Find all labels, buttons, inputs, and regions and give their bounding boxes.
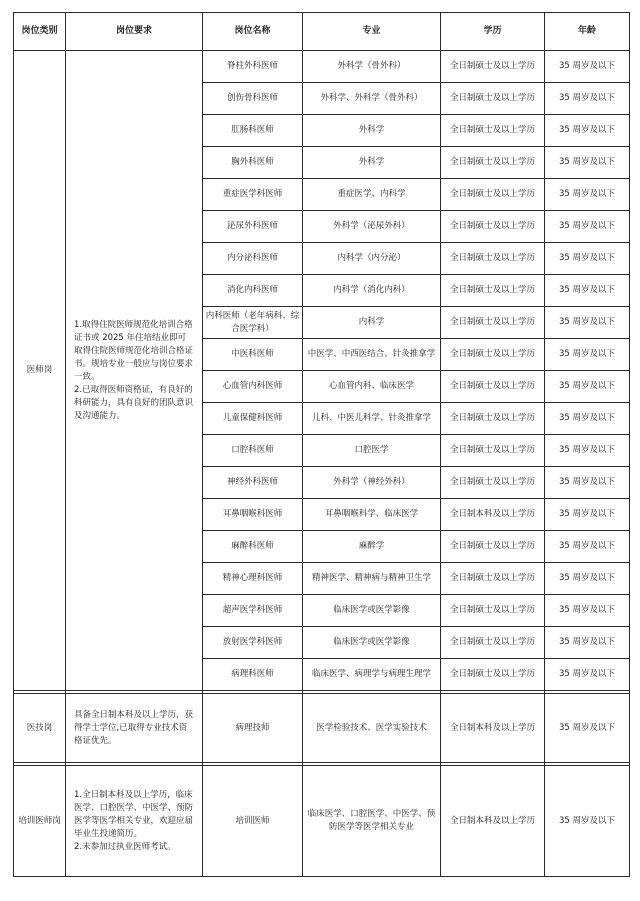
requirement-item: 2.已取得医师资格证，有良好的科研能力，具有良好的团队意识及沟通能力。 (74, 384, 194, 421)
age-cell: 35 周岁及以下 (545, 371, 630, 403)
position-name-cell: 口腔科医师 (203, 435, 303, 467)
position-name-cell: 神经外科医师 (203, 467, 303, 499)
requirement-item: 2.未参加过执业医师考试。 (74, 841, 176, 852)
age-cell: 35 周岁及以下 (545, 307, 630, 339)
position-name-cell: 培训医师 (203, 766, 303, 877)
education-cell: 全日制硕士及以上学历 (441, 115, 545, 147)
education-cell: 全日制硕士及以上学历 (441, 531, 545, 563)
education-cell: 全日制硕士及以上学历 (441, 435, 545, 467)
age-cell: 35 周岁及以下 (545, 211, 630, 243)
major-cell: 精神医学、精神病与精神卫生学 (303, 563, 441, 595)
age-cell: 35 周岁及以下 (545, 51, 630, 83)
age-cell: 35 周岁及以下 (545, 627, 630, 659)
education-cell: 全日制本科及以上学历 (441, 766, 545, 877)
major-cell: 外科学 (303, 115, 441, 147)
table-row (14, 766, 630, 877)
position-name-cell: 病理技师 (203, 694, 303, 763)
major-cell: 外科学 (303, 147, 441, 179)
education-cell: 全日制硕士及以上学历 (441, 211, 545, 243)
age-cell: 35 周岁及以下 (545, 243, 630, 275)
major-cell: 外科学（神经外科） (303, 467, 441, 499)
header-major: 专业 (303, 13, 441, 51)
major-cell: 外科学（骨外科） (303, 51, 441, 83)
major-cell: 口腔医学 (303, 435, 441, 467)
major-cell: 临床医学或医学影像 (303, 627, 441, 659)
age-cell: 35 周岁及以下 (545, 659, 630, 691)
position-name-cell: 麻醉科医师 (203, 531, 303, 563)
major-cell: 临床医学、口腔医学、中医学、预防医学等医学相关专业 (303, 766, 441, 877)
age-cell: 35 周岁及以下 (545, 147, 630, 179)
table-row (14, 694, 630, 763)
position-name-cell: 胸外科医师 (203, 147, 303, 179)
requirement-item: 1.全日制本科及以上学历，临床医学、口腔医学、中医学、预防医学等医学相关专业，欢迎应届毕业生投递简历。 (74, 789, 194, 839)
major-cell: 临床医学或医学影像 (303, 595, 441, 627)
major-cell: 重症医学、内科学 (303, 179, 441, 211)
age-cell: 35 周岁及以下 (545, 766, 630, 877)
education-cell: 全日制硕士及以上学历 (441, 83, 545, 115)
requirements-cell (66, 51, 203, 691)
age-cell: 35 周岁及以下 (545, 563, 630, 595)
major-cell: 外科学、外科学（骨外科） (303, 83, 441, 115)
age-cell: 35 周岁及以下 (545, 694, 630, 763)
major-cell: 中医学、中西医结合、针灸推拿学 (303, 339, 441, 371)
position-name-cell: 心血管内科医师 (203, 371, 303, 403)
position-name-cell: 耳鼻咽喉科医师 (203, 499, 303, 531)
age-cell: 35 周岁及以下 (545, 435, 630, 467)
major-cell: 耳鼻咽喉科学、临床医学 (303, 499, 441, 531)
position-name-cell: 内科医师（老年病科、综合医学科） (203, 307, 303, 339)
table-row (14, 51, 630, 83)
education-cell: 全日制硕士及以上学历 (441, 403, 545, 435)
requirement-item: 具备全日制本科及以上学历，获得学士学位,已取得专业技术资格证优先。 (74, 709, 194, 746)
table-body (14, 51, 630, 877)
major-cell: 内科学 (303, 307, 441, 339)
table-header-row (14, 13, 630, 51)
header-age: 年龄 (545, 13, 630, 51)
education-cell: 全日制硕士及以上学历 (441, 627, 545, 659)
requirements-cell (66, 694, 203, 763)
position-name-cell: 放射医学科医师 (203, 627, 303, 659)
education-cell: 全日制硕士及以上学历 (441, 51, 545, 83)
age-cell: 35 周岁及以下 (545, 595, 630, 627)
category-cell: 培训医师岗 (14, 766, 66, 877)
education-cell: 全日制硕士及以上学历 (441, 659, 545, 691)
recruitment-table-container (13, 12, 629, 877)
age-cell: 35 周岁及以下 (545, 275, 630, 307)
requirement-item: 1.取得住院医师规范化培训合格证书或 2025 年住培结业即可取得住院医师规范化培训合格证书。规培专业一般应与岗位要求一致。 (74, 319, 194, 382)
major-cell: 医学检验技术、医学实验技术 (303, 694, 441, 763)
age-cell: 35 周岁及以下 (545, 83, 630, 115)
header-category: 岗位类别 (14, 13, 66, 51)
education-cell: 全日制本科及以上学历 (441, 499, 545, 531)
major-cell: 内科学（内分泌） (303, 243, 441, 275)
education-cell: 全日制硕士及以上学历 (441, 467, 545, 499)
major-cell: 心血管内科、临床医学 (303, 371, 441, 403)
education-cell: 全日制硕士及以上学历 (441, 147, 545, 179)
requirements-cell (66, 766, 203, 877)
education-cell: 全日制硕士及以上学历 (441, 307, 545, 339)
major-cell: 内科学（消化内科） (303, 275, 441, 307)
position-name-cell: 脊柱外科医师 (203, 51, 303, 83)
major-cell: 外科学（泌尿外科） (303, 211, 441, 243)
education-cell: 全日制硕士及以上学历 (441, 371, 545, 403)
age-cell: 35 周岁及以下 (545, 467, 630, 499)
position-name-cell: 泌尿外科医师 (203, 211, 303, 243)
header-position-name: 岗位名称 (203, 13, 303, 51)
education-cell: 全日制硕士及以上学历 (441, 179, 545, 211)
education-cell: 全日制硕士及以上学历 (441, 275, 545, 307)
position-name-cell: 创伤骨科医师 (203, 83, 303, 115)
education-cell: 全日制本科及以上学历 (441, 694, 545, 763)
position-name-cell: 消化内科医师 (203, 275, 303, 307)
age-cell: 35 周岁及以下 (545, 179, 630, 211)
header-requirements: 岗位要求 (66, 13, 203, 51)
age-cell: 35 周岁及以下 (545, 403, 630, 435)
major-cell: 麻醉学 (303, 531, 441, 563)
position-name-cell: 病理科医师 (203, 659, 303, 691)
header-education: 学历 (441, 13, 545, 51)
education-cell: 全日制硕士及以上学历 (441, 339, 545, 371)
recruitment-table (13, 12, 630, 877)
position-name-cell: 精神心理科医师 (203, 563, 303, 595)
education-cell: 全日制硕士及以上学历 (441, 243, 545, 275)
position-name-cell: 重症医学科医师 (203, 179, 303, 211)
position-name-cell: 内分泌科医师 (203, 243, 303, 275)
category-cell: 医师岗 (14, 51, 66, 691)
age-cell: 35 周岁及以下 (545, 531, 630, 563)
age-cell: 35 周岁及以下 (545, 339, 630, 371)
position-name-cell: 肛肠科医师 (203, 115, 303, 147)
position-name-cell: 中医科医师 (203, 339, 303, 371)
position-name-cell: 儿童保健科医师 (203, 403, 303, 435)
age-cell: 35 周岁及以下 (545, 499, 630, 531)
age-cell: 35 周岁及以下 (545, 115, 630, 147)
category-cell: 医技岗 (14, 694, 66, 763)
position-name-cell: 超声医学科医师 (203, 595, 303, 627)
major-cell: 儿科、中医儿科学、针灸推拿学 (303, 403, 441, 435)
education-cell: 全日制硕士及以上学历 (441, 595, 545, 627)
education-cell: 全日制硕士及以上学历 (441, 563, 545, 595)
major-cell: 临床医学、病理学与病理生理学 (303, 659, 441, 691)
